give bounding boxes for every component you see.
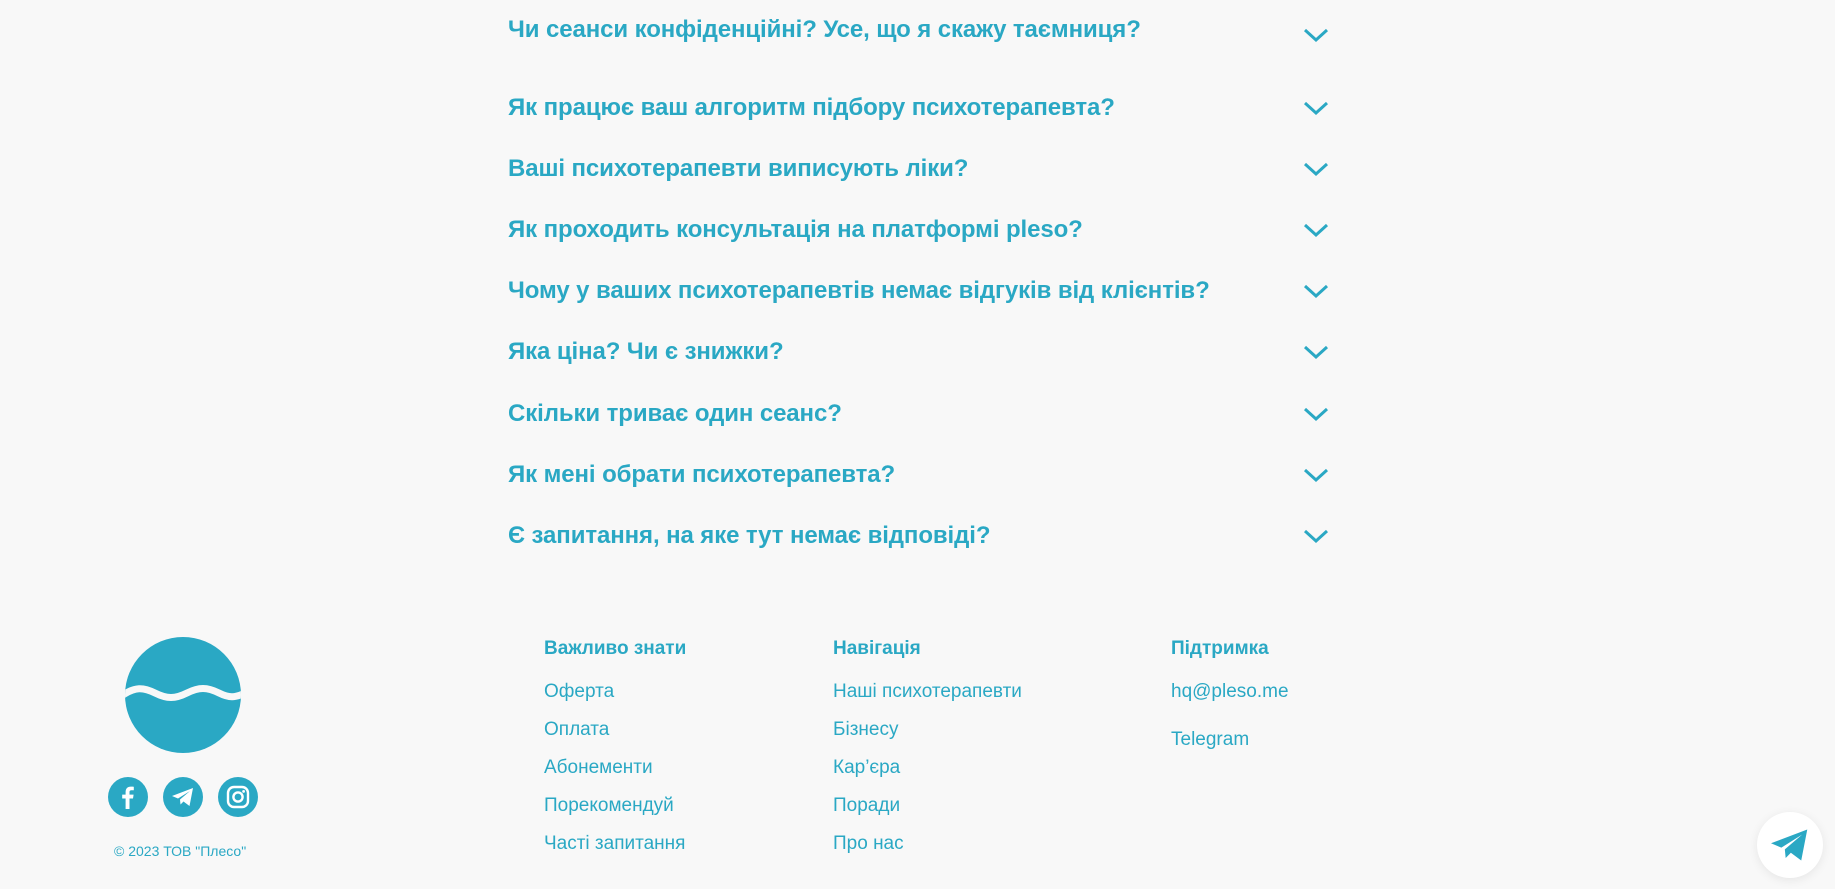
facebook-icon (117, 785, 139, 809)
footer-column-support (1171, 638, 1289, 776)
faq-item[interactable] (508, 13, 1330, 57)
faq-item[interactable] (508, 514, 1330, 558)
pleso-logo[interactable] (125, 637, 241, 753)
chevron-down-icon (1302, 343, 1330, 361)
telegram-link[interactable] (163, 777, 203, 817)
instagram-icon (225, 784, 251, 810)
faq-question: Ваші психотерапевти виписують ліки? (508, 155, 969, 182)
chevron-down-icon (1302, 26, 1330, 44)
faq-item[interactable] (508, 269, 1330, 313)
telegram-chat-button[interactable] (1757, 812, 1823, 878)
link-business[interactable]: Бізнесу (833, 719, 899, 740)
faq-question: Чи сеанси конфіденційні? Усе, що я скажу таємниця? (508, 16, 1141, 43)
instagram-link[interactable] (218, 777, 258, 817)
chevron-down-icon (1302, 466, 1330, 484)
faq-question: Чому у ваших психотерапевтів немає відгуків від клієнтів? (508, 277, 1210, 304)
faq-question: Як працює ваш алгоритм підбору психотерапевта? (508, 94, 1115, 121)
link-about[interactable]: Про нас (833, 833, 904, 854)
link-recommend[interactable]: Порекомендуй (544, 795, 674, 816)
faq-item[interactable] (508, 86, 1330, 130)
link-subscriptions[interactable]: Абонементи (544, 757, 653, 778)
link-tips[interactable]: Поради (833, 795, 901, 816)
chevron-down-icon (1302, 405, 1330, 423)
link-offer[interactable]: Оферта (544, 681, 615, 702)
social-links (108, 777, 258, 817)
faq-question: Як мені обрати психотерапевта? (508, 461, 896, 488)
faq-item[interactable] (508, 453, 1330, 497)
chevron-down-icon (1302, 99, 1330, 117)
copyright: © 2023 ТОВ "Плесо" (114, 843, 247, 859)
link-career[interactable]: Кар’єра (833, 757, 901, 778)
link-email[interactable]: hq@pleso.me (1171, 681, 1289, 702)
telegram-icon (1768, 826, 1812, 864)
chevron-down-icon (1302, 282, 1330, 300)
chevron-down-icon (1302, 221, 1330, 239)
column-title: Важливо знати (544, 638, 687, 659)
footer-column-navigation (833, 638, 1022, 870)
link-payment[interactable]: Оплата (544, 719, 610, 740)
faq-item[interactable] (508, 208, 1330, 252)
faq-item[interactable] (508, 392, 1330, 436)
footer-column-important (544, 638, 686, 870)
telegram-icon (171, 786, 195, 808)
link-faq[interactable]: Часті запитання (544, 833, 686, 854)
faq-item[interactable] (508, 330, 1330, 374)
facebook-link[interactable] (108, 777, 148, 817)
faq-question: Є запитання, на яке тут немає відповіді? (508, 522, 991, 549)
link-therapists[interactable]: Наші психотерапевти (833, 681, 1022, 702)
faq-question: Як проходить консультація на платформі pleso? (508, 216, 1083, 243)
column-title: Навігація (833, 638, 921, 659)
column-title: Підтримка (1171, 638, 1269, 659)
chevron-down-icon (1302, 527, 1330, 545)
link-telegram[interactable]: Telegram (1171, 729, 1250, 750)
faq-question: Скільки триває один сеанс? (508, 400, 842, 427)
faq-question: Яка ціна? Чи є знижки? (508, 338, 784, 365)
chevron-down-icon (1302, 160, 1330, 178)
faq-item[interactable] (508, 147, 1330, 191)
